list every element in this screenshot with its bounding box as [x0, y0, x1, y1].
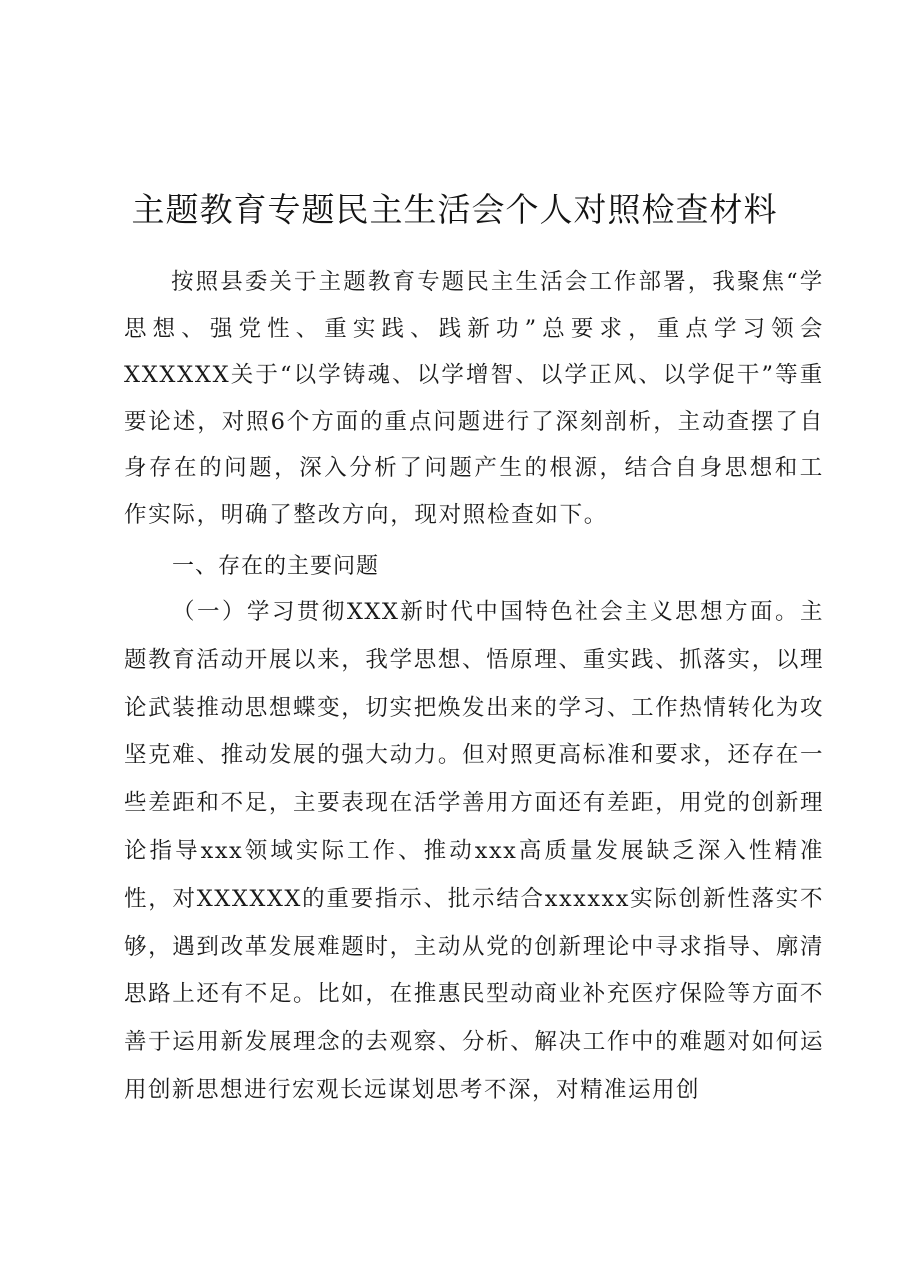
paragraph-study-thought: （一）学习贯彻XXX新时代中国特色社会主义思想方面。主题教育活动开展以来，我学思想、悟原理、重实践、抓落实，以理论武装推动思想蝶变，切实把焕发出来的学习、工作热情转化为攻坚克难、推动发展的强大动力。但对照更高标准和要求，还存在一些差距和不足，主要表现在活学善用方面还有差距，用党的创新理论指导xxx领域实际工作、推动xxx高质量发展缺乏深入性精准性，对XXXXXX的重要指示、批示结合xxxxxx实际创新性落实不够，遇到改革发展难题时，主动从党的创新理论中寻求指导、廓清思路上还有不足。比如，在推惠民型动商业补充医疗保险等方面不善于运用新发展理念的去观察、分析、解决工作中的难题对如何运用创新思想进行宏观长远谋划思考不深，对精准运用创: [124, 599, 824, 1103]
document-title: 主题教育专题民主生活会个人对照检查材料: [131, 190, 778, 229]
section-heading-main-problems: 一、存在的主要问题: [172, 554, 380, 579]
intro-paragraph: 按照县委关于主题教育专题民主生活会工作部署，我聚焦“学思想、强党性、重实践、践新功”总要求，重点学习领会XXXXXX关于“以学铸魂、以学增智、以学正风、以学促干”等重要论述，对照6个方面的重点问题进行了深刻剖析，主动查摆了自身存在的问题，深入分析了问题产生的根源，结合自身思想和工作实际，明确了整改方向，现对照检查如下。: [124, 269, 824, 528]
